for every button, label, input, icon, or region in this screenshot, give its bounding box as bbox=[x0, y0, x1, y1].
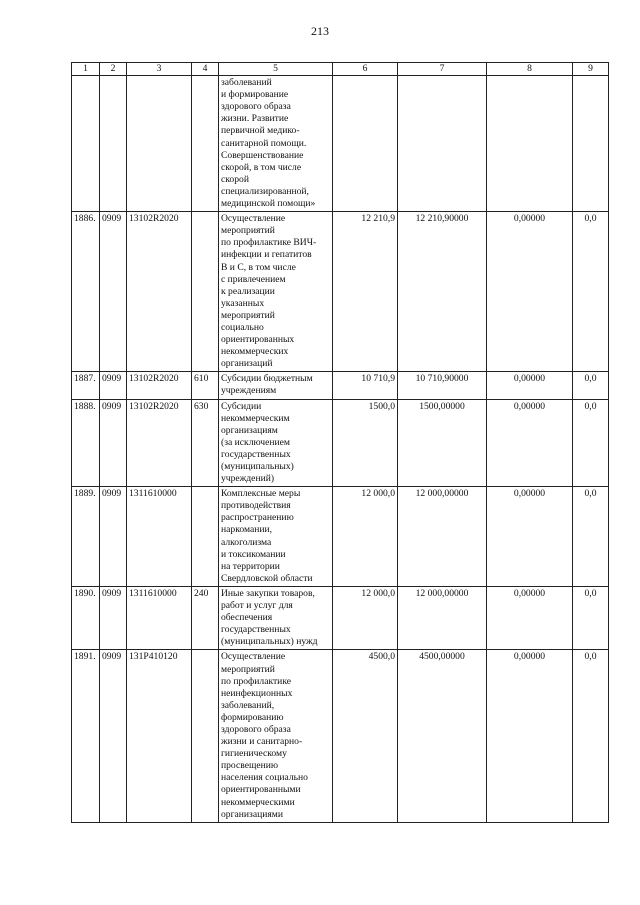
table-row bbox=[72, 372, 609, 399]
percent: 0,0 bbox=[573, 372, 609, 399]
row-number: 1886. bbox=[72, 212, 100, 372]
row-number: 1889. bbox=[72, 487, 100, 587]
expense-type bbox=[192, 212, 219, 372]
expense-type: 630 bbox=[192, 399, 219, 487]
item-name: Осуществление мероприятий по профилактике ВИЧ- инфекции и гепатитов В и С, в том числе с привлечением к реализации указанных мероприятий социально ориентированных некоммерческих организаций bbox=[219, 212, 333, 372]
target-code: 13102R2020 bbox=[127, 399, 192, 487]
amount bbox=[333, 76, 398, 212]
row-number: 1890. bbox=[72, 586, 100, 649]
amount-other: 0,00000 bbox=[487, 487, 573, 587]
amount-executed bbox=[398, 76, 487, 212]
target-code: 131P410120 bbox=[127, 650, 192, 822]
amount: 12 210,9 bbox=[333, 212, 398, 372]
column-header: 8 bbox=[487, 63, 573, 76]
column-header: 1 bbox=[72, 63, 100, 76]
amount-other: 0,00000 bbox=[487, 586, 573, 649]
percent: 0,0 bbox=[573, 586, 609, 649]
amount: 12 000,0 bbox=[333, 487, 398, 587]
section-code: 0909 bbox=[100, 212, 127, 372]
amount-other bbox=[487, 76, 573, 212]
expense-type bbox=[192, 650, 219, 822]
amount-executed: 12 000,00000 bbox=[398, 487, 487, 587]
target-code: 1311610000 bbox=[127, 586, 192, 649]
row-number: 1891. bbox=[72, 650, 100, 822]
amount-other: 0,00000 bbox=[487, 399, 573, 487]
section-code: 0909 bbox=[100, 586, 127, 649]
item-name: Иные закупки товаров, работ и услуг для обеспечения государственных (муниципальных) нужд bbox=[219, 586, 333, 649]
amount-executed: 1500,00000 bbox=[398, 399, 487, 487]
percent: 0,0 bbox=[573, 487, 609, 587]
column-header: 7 bbox=[398, 63, 487, 76]
amount-executed: 12 000,00000 bbox=[398, 586, 487, 649]
target-code bbox=[127, 76, 192, 212]
expense-type: 610 bbox=[192, 372, 219, 399]
table-row bbox=[72, 650, 609, 822]
percent: 0,0 bbox=[573, 212, 609, 372]
section-code: 0909 bbox=[100, 372, 127, 399]
expense-type bbox=[192, 76, 219, 212]
amount-other: 0,00000 bbox=[487, 372, 573, 399]
percent: 0,0 bbox=[573, 650, 609, 822]
item-name: Субсидии некоммерческим организациям (за исключением государственных (муниципальных) учреждений) bbox=[219, 399, 333, 487]
expense-type bbox=[192, 487, 219, 587]
amount: 12 000,0 bbox=[333, 586, 398, 649]
column-header: 6 bbox=[333, 63, 398, 76]
item-name: Субсидии бюджетным учреждениям bbox=[219, 372, 333, 399]
percent: 0,0 bbox=[573, 399, 609, 487]
amount-executed: 12 210,90000 bbox=[398, 212, 487, 372]
column-header: 4 bbox=[192, 63, 219, 76]
amount: 10 710,9 bbox=[333, 372, 398, 399]
column-header: 5 bbox=[219, 63, 333, 76]
target-code: 13102R2020 bbox=[127, 212, 192, 372]
table-row bbox=[72, 586, 609, 649]
section-code: 0909 bbox=[100, 650, 127, 822]
amount-executed: 4500,00000 bbox=[398, 650, 487, 822]
table-row bbox=[72, 212, 609, 372]
amount-other: 0,00000 bbox=[487, 212, 573, 372]
table-row bbox=[72, 399, 609, 487]
row-number bbox=[72, 76, 100, 212]
column-header: 3 bbox=[127, 63, 192, 76]
percent bbox=[573, 76, 609, 212]
row-number: 1888. bbox=[72, 399, 100, 487]
item-name: заболеваний и формирование здорового образа жизни. Развитие первичной медико- санитарной помощи. Совершенствование скорой, в том числе скорой специализированной, медицинской помощи» bbox=[219, 76, 333, 212]
row-number: 1887. bbox=[72, 372, 100, 399]
page-number: 213 bbox=[311, 24, 329, 38]
amount: 1500,0 bbox=[333, 399, 398, 487]
amount: 4500,0 bbox=[333, 650, 398, 822]
column-header: 2 bbox=[100, 63, 127, 76]
section-code bbox=[100, 76, 127, 212]
target-code: 1311610000 bbox=[127, 487, 192, 587]
section-code: 0909 bbox=[100, 487, 127, 587]
column-header: 9 bbox=[573, 63, 609, 76]
item-name: Осуществление мероприятий по профилактике неинфекционных заболеваний, формированию здорового образа жизни и санитарно- гигиеническому просвещению населения социально ориентированными некоммерческими организациями bbox=[219, 650, 333, 822]
table-row bbox=[72, 487, 609, 587]
table-header-row bbox=[72, 63, 609, 76]
amount-executed: 10 710,90000 bbox=[398, 372, 487, 399]
item-name: Комплексные меры противодействия распространению наркомании, алкоголизма и токсикомании на территории Свердловской области bbox=[219, 487, 333, 587]
target-code: 13102R2020 bbox=[127, 372, 192, 399]
table-row bbox=[72, 76, 609, 212]
expense-type: 240 bbox=[192, 586, 219, 649]
amount-other: 0,00000 bbox=[487, 650, 573, 822]
section-code: 0909 bbox=[100, 399, 127, 487]
budget-table bbox=[71, 62, 609, 823]
